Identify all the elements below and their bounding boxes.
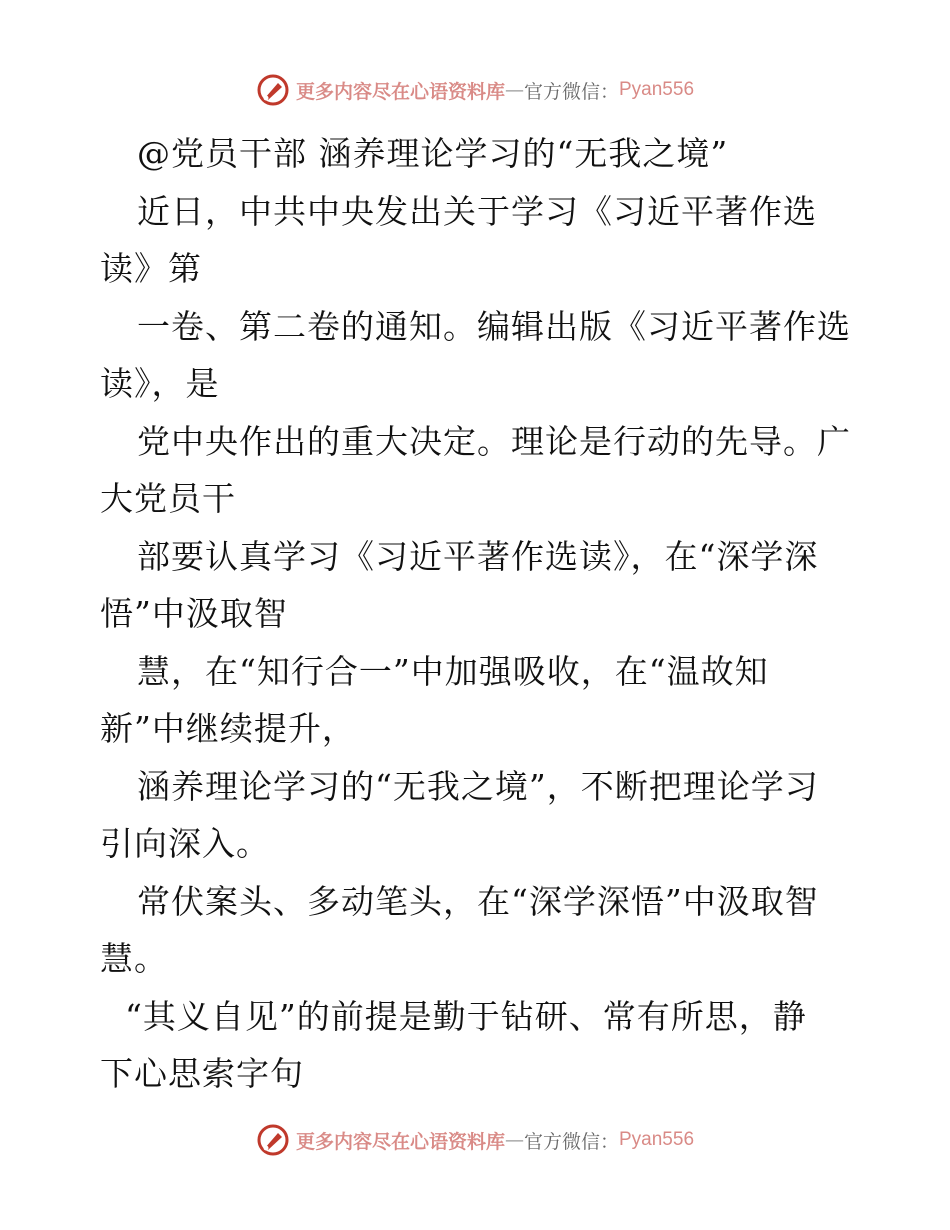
banner-wechat-id: Pyan556 (619, 79, 695, 100)
doc-line: 慧。 (100, 939, 168, 978)
doc-line: 一卷、第二卷的通知。编辑出版《习近平著作选 (137, 306, 851, 346)
header-banner (0, 70, 950, 110)
doc-line: 悟”中汲取智 (100, 594, 288, 633)
footer-banner (0, 1120, 950, 1160)
banner-separator: — (504, 1129, 524, 1151)
banner-separator: — (504, 79, 524, 101)
doc-line: 慧，在“知行合一”中加强吸收，在“温故知 (137, 651, 769, 691)
doc-title: @党员干部 涵养理论学习的“无我之境” (137, 134, 729, 173)
banner-text: 更多内容尽在心语资料库 (295, 80, 505, 103)
doc-line: 大党员干 (100, 479, 236, 518)
doc-line: 部要认真学习《习近平著作选读》，在“深学深 (137, 536, 819, 576)
doc-line: 读》第 (100, 249, 202, 288)
doc-line: 引向深入。 (100, 824, 270, 863)
pen-nib-logo-icon (256, 73, 290, 107)
pen-nib-logo-icon (256, 1123, 290, 1157)
banner-wechat-label: 官方微信： (523, 1130, 619, 1153)
doc-line: 近日，中共中央发出关于学习《习近平著作选 (137, 191, 817, 231)
doc-line: 党中央作出的重大决定。理论是行动的先导。广 (137, 421, 851, 461)
doc-line: 读》，是 (100, 364, 220, 403)
doc-line: 新”中继续提升， (100, 709, 356, 748)
doc-line: 下心思索字句 (100, 1054, 304, 1093)
doc-line: 涵养理论学习的“无我之境”，不断把理论学习 (137, 766, 819, 806)
banner-text: 更多内容尽在心语资料库 (295, 1130, 505, 1153)
doc-line: 常伏案头、多动笔头，在“深学深悟”中汲取智 (137, 881, 819, 921)
document-body (100, 125, 855, 1103)
banner-wechat-label: 官方微信： (523, 80, 619, 103)
banner-wechat-id: Pyan556 (619, 1129, 695, 1150)
doc-line: “其义自见”的前提是勤于钻研、常有所思，静 (125, 996, 807, 1036)
